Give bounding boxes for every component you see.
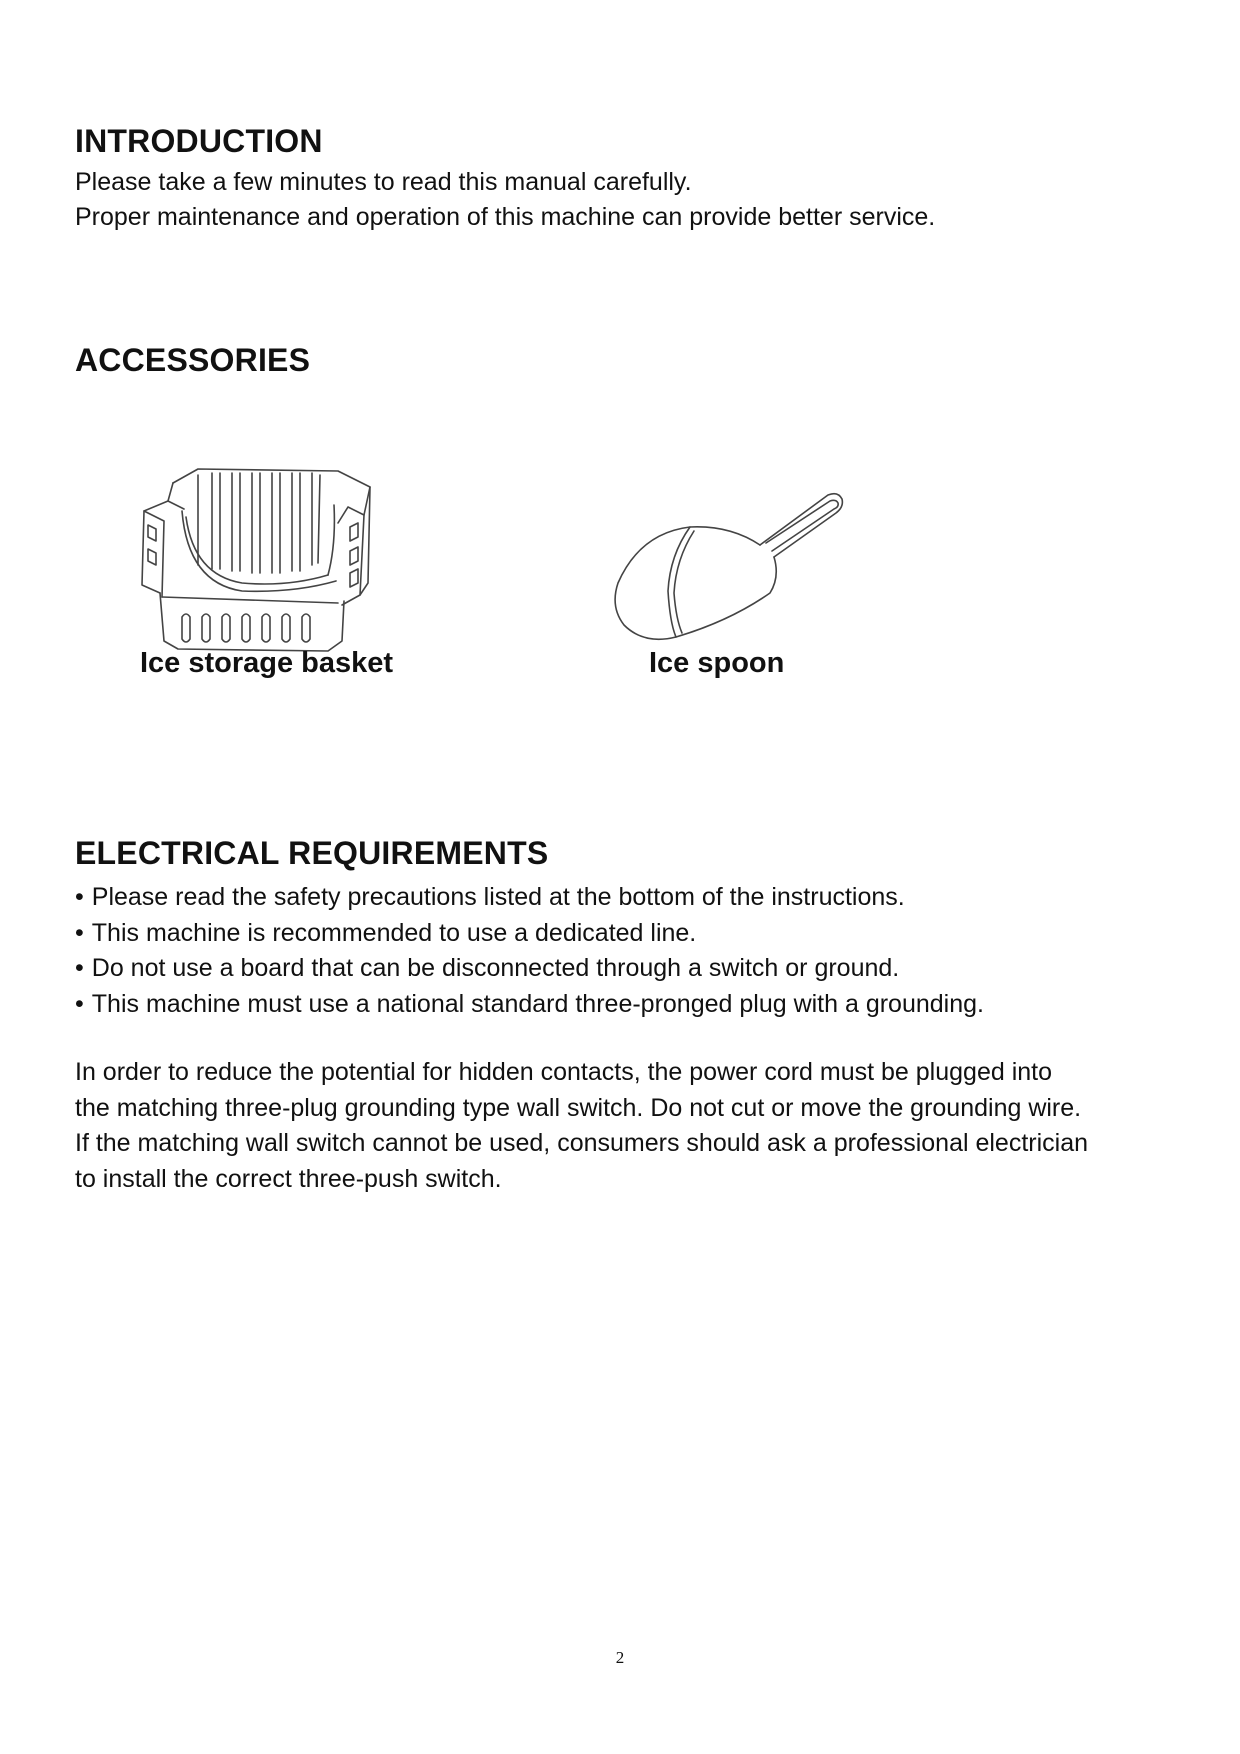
electrical-requirements-list [75,880,984,1022]
grounding-paragraph [75,1055,1185,1197]
accessories-heading: ACCESSORIES [75,342,311,378]
ice-storage-basket-caption: Ice storage basket [140,647,394,679]
paragraph-line: the matching three-plug grounding type wall switch. Do not cut or move the grounding wire. [75,1093,1082,1122]
introduction-line-1: Please take a few minutes to read this manual carefully. [75,168,692,196]
paragraph-line: to install the correct three-push switch. [75,1164,502,1193]
paragraph-line: In order to reduce the potential for hidden contacts, the power cord must be plugged into [75,1058,1053,1086]
page-number: 2 [615,1648,625,1667]
introduction-heading: INTRODUCTION [75,123,323,159]
introduction-line-2: Proper maintenance and operation of this machine can provide better service. [75,203,936,231]
list-item: • This machine is recommended to use a dedicated line. [75,916,984,952]
list-item: • Please read the safety precautions listed at the bottom of the instructions. [75,880,984,916]
paragraph-line: If the matching wall switch cannot be used, consumers should ask a professional electrician [75,1129,1089,1157]
list-item: • This machine must use a national standard three-pronged plug with a grounding. [75,987,984,1023]
electrical-requirements-heading: ELECTRICAL REQUIREMENTS [75,835,549,871]
ice-storage-basket-icon [138,465,378,655]
list-item: • Do not use a board that can be disconnected through a switch or ground. [75,951,984,987]
ice-spoon-icon [610,485,845,645]
ice-spoon-caption: Ice spoon [649,647,785,679]
